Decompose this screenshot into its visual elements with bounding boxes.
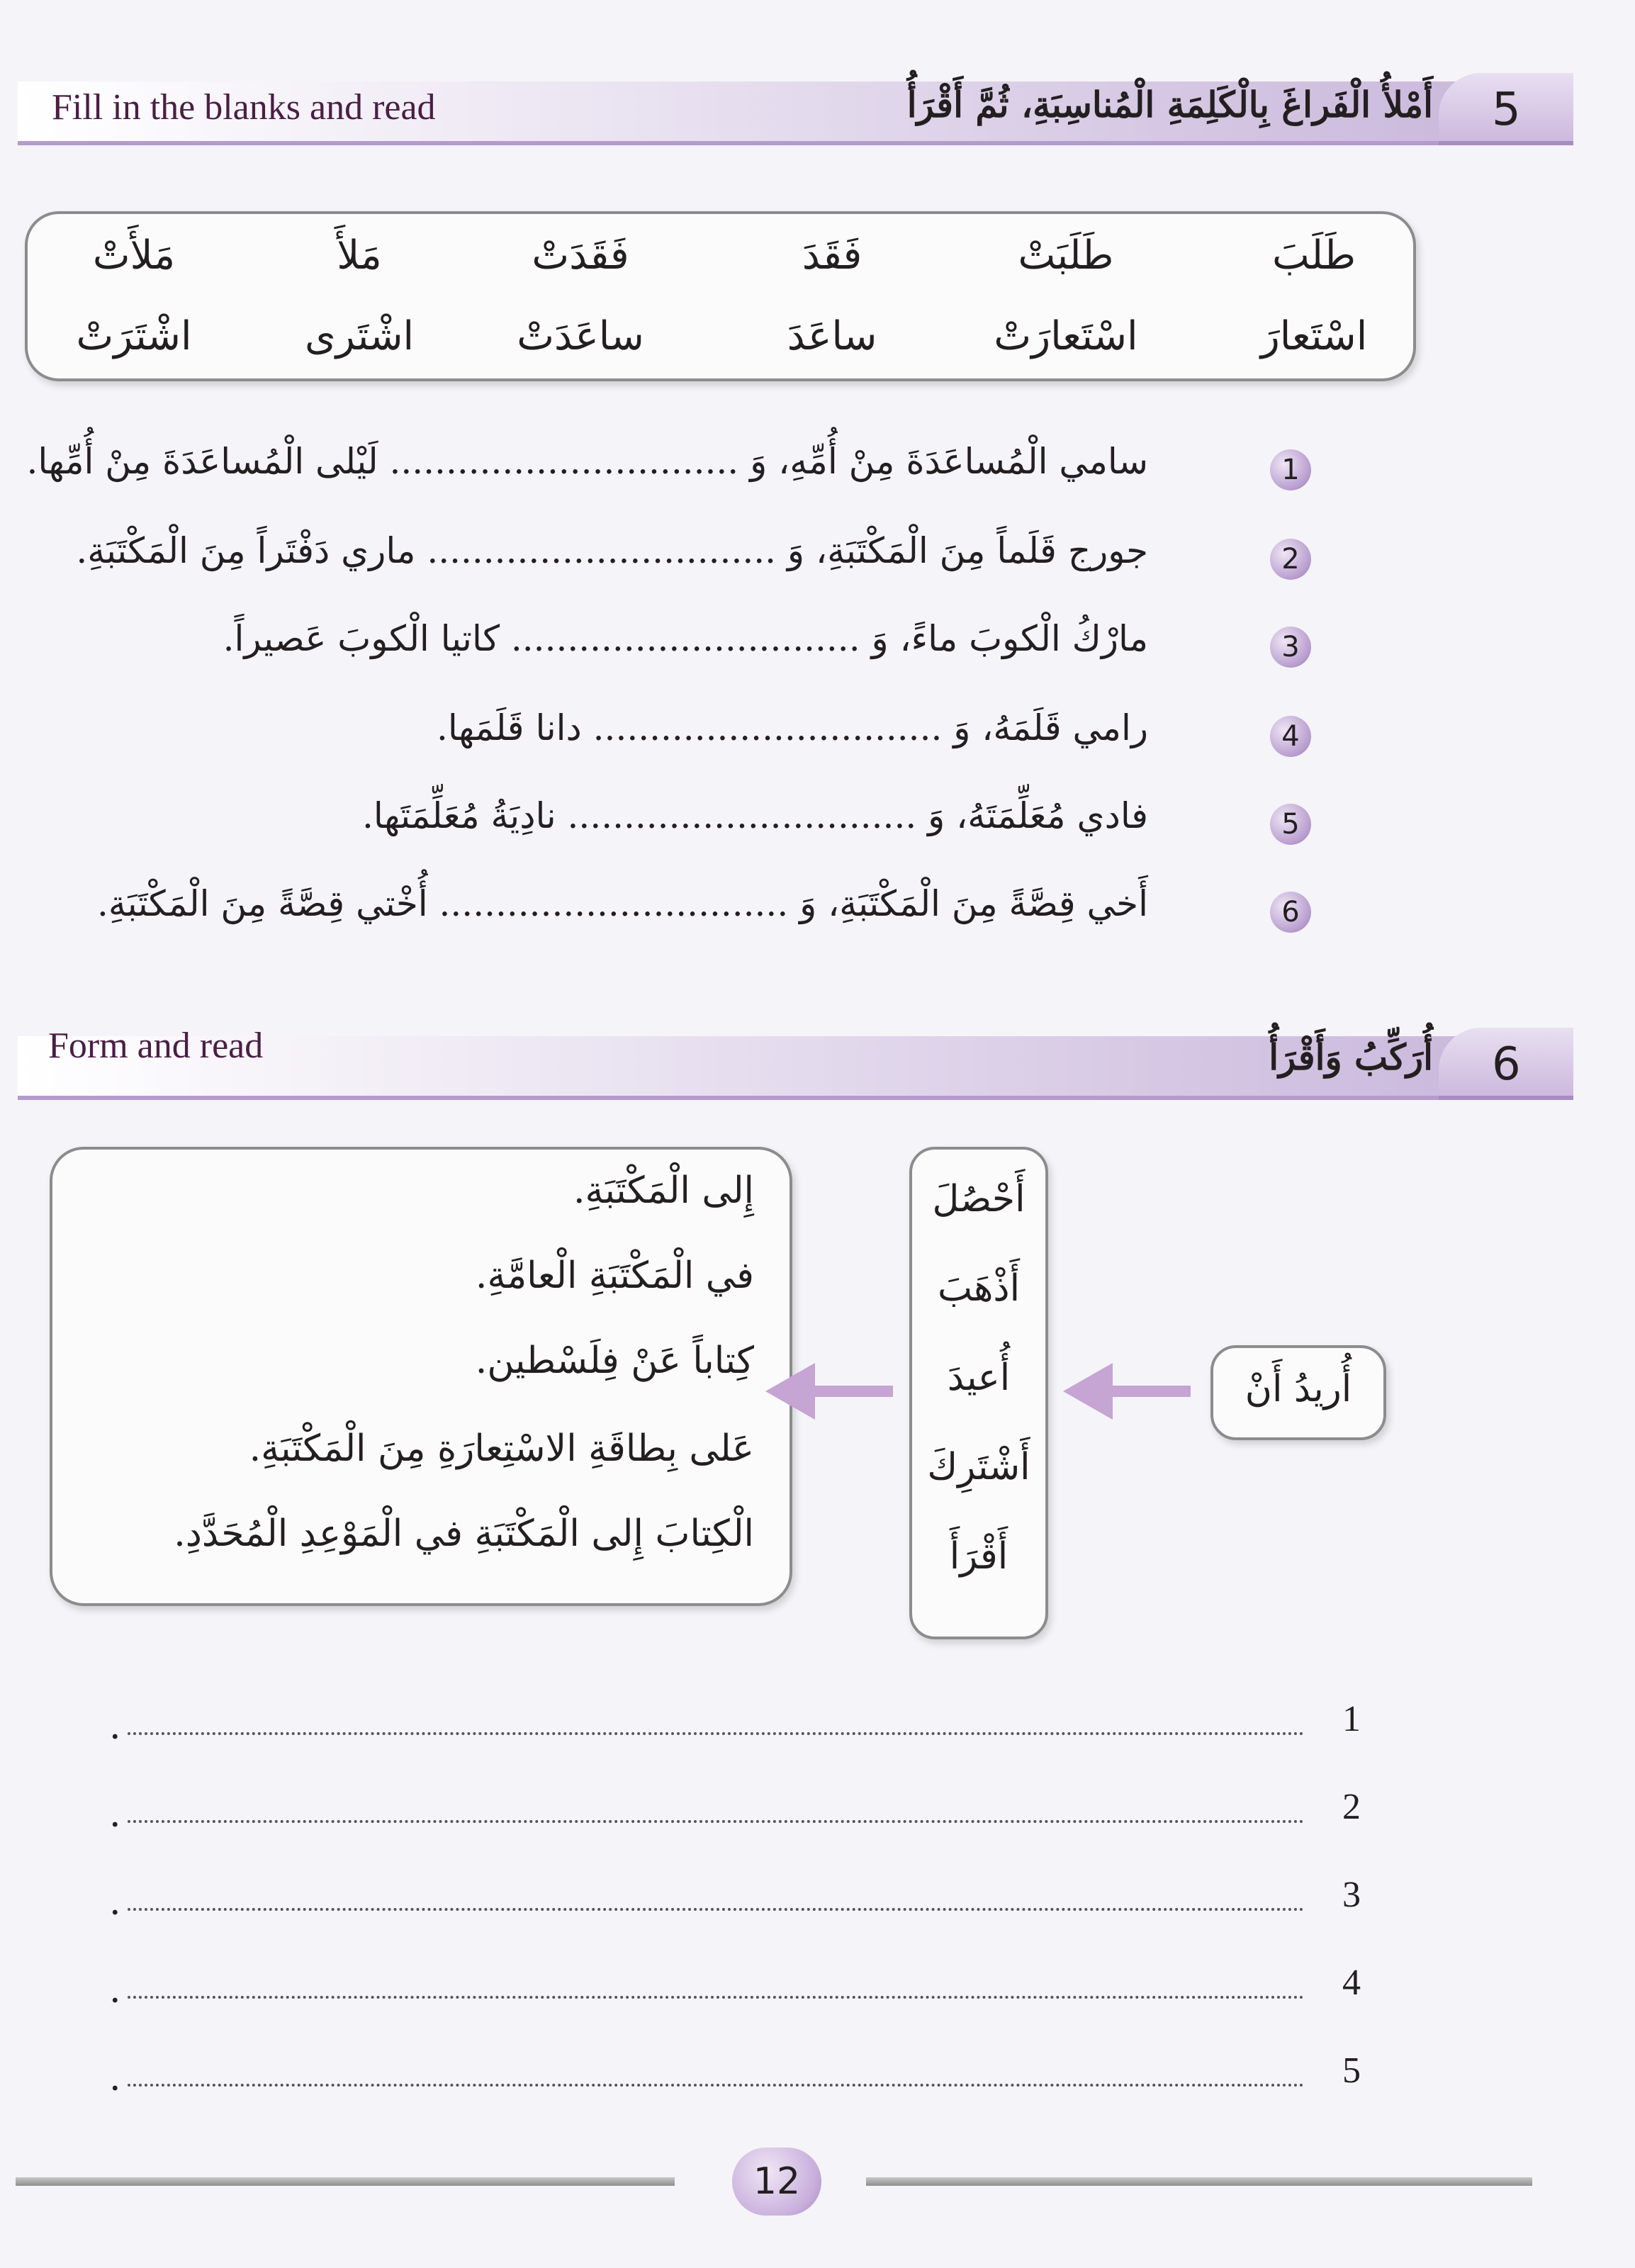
exercise-number: 2: [1270, 539, 1311, 580]
verb-box: [909, 1147, 1048, 1639]
exercise-number: 3: [1270, 627, 1311, 668]
answer-line-number: 5: [1342, 2050, 1361, 2091]
word-bank-item: مَلأَ: [337, 232, 382, 279]
exercise-text: رامي قَلَمَهُ، وَ ............................... دانا قَلَمَها.: [437, 707, 1148, 748]
exercise-number: 6: [1270, 892, 1311, 933]
exercise-row: [26, 441, 1311, 505]
word-bank-item: اشْتَرى: [304, 313, 415, 359]
phrase-item: الْكِتابَ إِلى الْمَكْتَبَةِ في الْمَوْعِدِ الْمُحَدَّدِ.: [174, 1512, 754, 1555]
answer-line-number: 3: [1342, 1875, 1361, 1915]
phrase-item: في الْمَكْتَبَةِ الْعامَّةِ.: [475, 1254, 754, 1297]
footer-divider-right: [866, 2177, 1532, 2186]
answer-line[interactable]: . 1: [109, 1699, 1361, 1748]
word-bank-item: ساعَدَتْ: [517, 313, 644, 359]
exercise-number: 4: [1270, 716, 1311, 757]
exercise-text: جورج قَلَماً مِنَ الْمَكْتَبَةِ، وَ ............................... ماري دَفْتَراً مِنَ الْمَكْتَبَةِ.: [76, 530, 1148, 571]
word-bank-item: فَقَدَ: [802, 232, 863, 279]
answer-line[interactable]: . 4: [109, 1963, 1361, 2011]
word-bank-item: طَلَبَ: [1271, 232, 1356, 279]
word-bank-item: اشْتَرَتْ: [76, 313, 192, 359]
answer-line[interactable]: . 2: [109, 1787, 1361, 1836]
section-6-title-en: Form and read: [48, 1026, 264, 1066]
verb-item: أَشْتَرِكَ: [927, 1446, 1030, 1488]
exercise-text: مارْكُ الْكوبَ ماءً، وَ ............................... كاتيا الْكوبَ عَصيراً.: [223, 618, 1148, 659]
exercise-number: 1: [1270, 449, 1311, 490]
answer-line[interactable]: . 5: [109, 2050, 1361, 2099]
exercise-number: 5: [1270, 804, 1311, 845]
verb-item: أَقْرَأَ: [949, 1535, 1008, 1578]
section-5-title-en: Fill in the blanks and read: [52, 87, 436, 128]
answer-line[interactable]: . 3: [109, 1875, 1361, 1924]
exercise-row: [43, 707, 1311, 771]
word-bank-item: فَقَدَتْ: [532, 232, 629, 279]
answer-line-number: 2: [1342, 1787, 1361, 1827]
word-bank-item: ساعَدَ: [787, 313, 877, 359]
section-5-number: 5: [1492, 84, 1521, 136]
section-6-title-ar: أُرَكِّبُ وَأَقْرَأُ: [1269, 1036, 1433, 1078]
verb-item: أُعيدَ: [947, 1357, 1011, 1399]
exercise-row: [43, 530, 1311, 594]
exercise-text: سامي الْمُساعَدَةَ مِنْ أُمِّهِ، وَ ............................... لَيْلى الْمُساعَدَةَ مِنْ أُمِّها.: [26, 441, 1148, 482]
verb-item: أَحْصُلَ: [932, 1178, 1026, 1220]
answer-line-number: 4: [1342, 1963, 1361, 2003]
section-6-number: 6: [1492, 1038, 1521, 1091]
exercise-text: أَخي قِصَّةً مِنَ الْمَكْتَبَةِ، وَ ............................... أُخْتي قِصَّةً مِنَ الْمَكْتَبَةِ.: [96, 883, 1148, 924]
exercise-row: [43, 795, 1311, 859]
phrase-item: إِلى الْمَكْتَبَةِ.: [573, 1169, 754, 1212]
page-number: 12: [732, 2148, 821, 2216]
start-phrase-box: [1210, 1345, 1386, 1440]
exercise-row: [43, 618, 1311, 682]
word-bank-item: مَلأَتْ: [92, 232, 176, 279]
word-bank-box: [25, 211, 1416, 381]
phrase-box: [50, 1147, 792, 1606]
phrase-item: كِتاباً عَنْ فِلَسْطين.: [475, 1340, 754, 1382]
footer-divider-left: [16, 2177, 675, 2186]
section-5-title-ar: أَمْلأُ الْفَراغَ بِالْكَلِمَةِ الْمُناسِبَةِ، ثُمَّ أَقْرَأُ: [906, 84, 1433, 125]
exercise-row: [43, 883, 1311, 947]
word-bank-item: اسْتَعارَ: [1260, 313, 1368, 359]
word-bank-item: اسْتَعارَتْ: [994, 313, 1138, 359]
word-bank-item: طَلَبَتْ: [1018, 232, 1114, 279]
phrase-item: عَلى بِطاقَةِ الاسْتِعارَةِ مِنَ الْمَكْتَبَةِ.: [249, 1427, 754, 1470]
start-phrase: أُريدُ أَنْ: [1244, 1368, 1352, 1410]
verb-item: أَذْهَبَ: [937, 1267, 1021, 1310]
answer-line-number: 1: [1342, 1699, 1361, 1739]
exercise-text: فادي مُعَلِّمَتَهُ، وَ ............................... نادِيَةُ مُعَلِّمَتَها.: [361, 795, 1148, 836]
